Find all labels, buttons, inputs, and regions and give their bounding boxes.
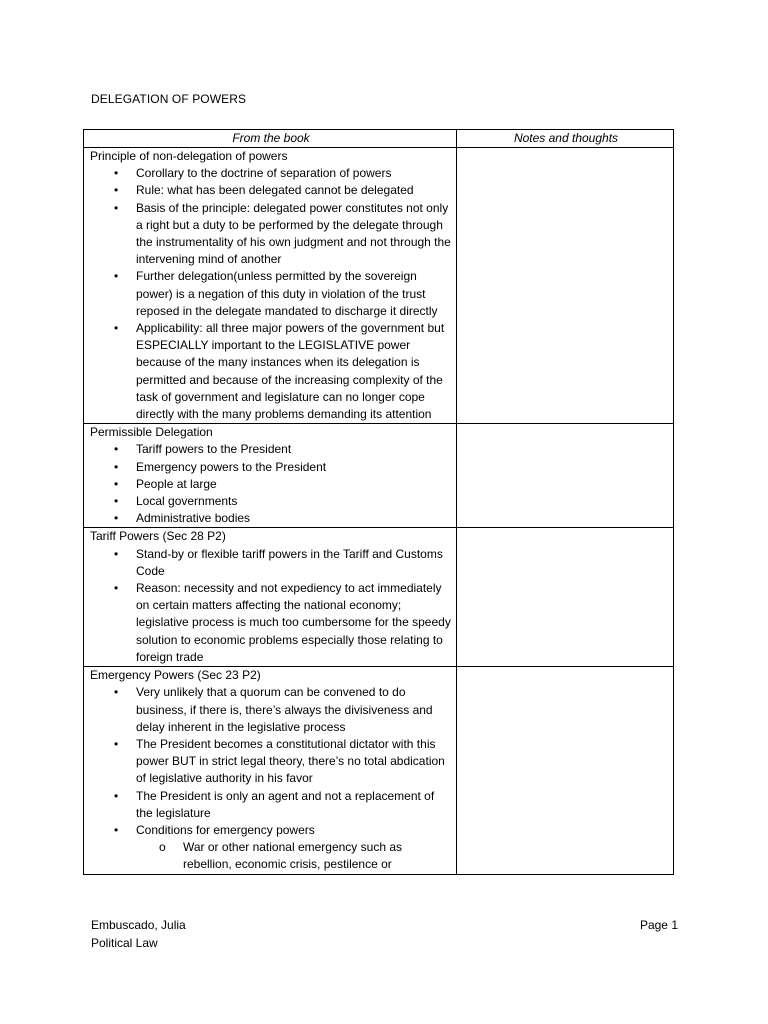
list-item: • Applicability: all three major powers of the government but ESPECIALLY important to the LEGISLATIVE power because of the many instances when its delegation is permitted and because of the increasing complexity of the task of government and legislature can no longer cope directly with the many problems demanding its attention (136, 320, 452, 423)
book-cell (84, 528, 457, 667)
book-cell (84, 424, 457, 528)
header-notes-and-thoughts: Notes and thoughts (457, 130, 674, 148)
list-item: • Tariff powers to the President (136, 441, 452, 458)
section-heading: Principle of non-delegation of powers (90, 149, 288, 163)
bullet-list (90, 165, 452, 423)
bullet-list (90, 441, 452, 527)
list-item: • The President is only an agent and not a replacement of the legislature (136, 788, 452, 822)
footer-page-number: Page 1 (639, 918, 678, 932)
table-header-row (84, 130, 674, 148)
table-row (84, 148, 674, 424)
notes-cell[interactable] (457, 667, 674, 874)
list-item: • Stand-by or flexible tariff powers in the Tariff and Customs Code (136, 546, 452, 580)
footer-author: Embuscado, Julia (91, 918, 186, 932)
list-item: • Basis of the principle: delegated power constitutes not only a right but a duty to be performed by the delegate through the instrumentality of his own judgment and not through the intervening mind of another (136, 200, 452, 269)
sub-list-item: o War or other national emergency such as rebellion, economic crisis, pestilence or (183, 839, 452, 873)
list-item-text: Conditions for emergency powers (136, 822, 315, 837)
list-item: • Reason: necessity and not expediency to act immediately on certain matters affecting the national economy; legislative process is much too cumbersome for the speedy solution to economic problems especially those relating to foreign trade (136, 580, 452, 666)
footer-left (91, 916, 186, 952)
bullet-list (90, 546, 452, 666)
list-item: • Very unlikely that a quorum can be convened to do business, if there is, there’s always the divisiveness and delay inherent in the legislative process (136, 684, 452, 736)
table-row (84, 528, 674, 667)
list-item: • People at large (136, 476, 452, 493)
book-cell (84, 667, 457, 874)
section-heading: Emergency Powers (Sec 23 P2) (90, 668, 261, 683)
sub-bullet-list (136, 839, 452, 873)
table-row (84, 424, 674, 528)
list-item: • Further delegation(unless permitted by the sovereign power) is a negation of this duty in violation of the trust reposed in the delegate mandated to discharge it directly (136, 268, 452, 320)
table-row (84, 667, 674, 874)
list-item: • Local governments (136, 493, 452, 510)
section-heading: Permissible Delegation (90, 425, 213, 440)
header-from-the-book: From the book (84, 130, 457, 148)
notes-table (83, 129, 674, 875)
section-heading: Tariff Powers (Sec 28 P2) (90, 529, 226, 544)
list-item: • Emergency powers to the President (136, 459, 452, 476)
notes-cell[interactable] (457, 528, 674, 667)
list-item: • Administrative bodies (136, 510, 452, 527)
list-item: • Rule: what has been delegated cannot be delegated (136, 182, 452, 199)
footer-subject: Political Law (91, 936, 158, 950)
book-cell (84, 148, 457, 424)
notes-cell[interactable] (457, 424, 674, 528)
bullet-list (90, 684, 452, 873)
list-item: • Corollary to the doctrine of separation of powers (136, 165, 452, 182)
notes-cell[interactable] (457, 148, 674, 424)
list-item (136, 822, 452, 874)
document-title: DELEGATION OF POWERS (91, 92, 247, 106)
list-item: • The President becomes a constitutional dictator with this power BUT in strict legal theory, there’s no total abdication of legislative authority in his favor (136, 736, 452, 788)
